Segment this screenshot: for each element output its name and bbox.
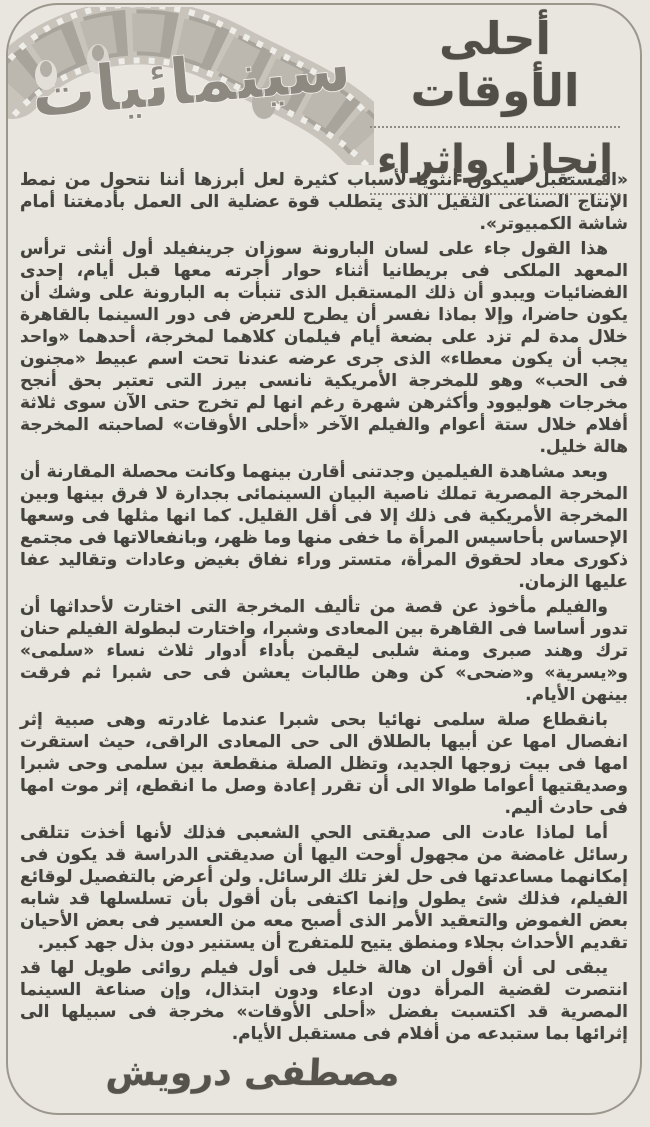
article-paragraph: هذا القول جاء على لسان البارونة سوزان جرينفيلد أول أنثى ترأس المعهد الملكى فى بريطانيا أثناء حوار أجرته معها قبل أيام، إحدى الفضائيات ويبدو أن ذلك المستقبل الذى تنبأت به البارونة على وشك أن يكون حاضرا، وإلا بماذا نفسر أن يطرح للعرض فى دور السينما بالقاهرة خلال مدة لم تزد على بضعة أيام فيلمان كلاهما لمخرجة، أحدهما «واحد يجب أن يكون معطاء» الذى جرى عرضه عندنا تحت اسم عبيط «مجنون فى الحب» وهو للمخرجة الأمريكية نانسى بيرز التى تعتبر بحق أنجح مخرجات هوليوود وأكثرهن شهرة رغم انها لم تخرج حتى الآن سوى ثلاثة أفلام خلال ستة أعوام والفيلم الآخر «أحلى الأوقات» لصاحبته المخرجة هالة خليل. — [20, 239, 628, 457]
article-paragraph: بانقطاع صلة سلمى نهائيا بحى شبرا عندما غادرته وهى صبية إثر انفصال امها عن أبيها بالطلاق الى حى المعادى الراقى، حيث استقرت امها فى بيت زوجها الجديد، وتظل الصلة منقطعة بين سلمى وحى شبرا وصديقتيها أعواما طوالا الى أن تقرر إعادة وصل ما انقطع، إثر موت امها فى حادث أليم. — [20, 710, 628, 818]
article-paragraph: والفيلم مأخوذ عن قصة من تأليف المخرجة التى اختارت لأحداثها أن تدور أساسا فى القاهرة بين المعادى وشبرا، واختارت لبطولة الفيلم حنان ترك وهند صبرى ومنة شلبى ليقمن بأداء أدوار ثلاث نساء «سلمى» و«يسرية» و«ضحى» كن وهن طالبات يعشن فى حى شبرا ثم فرقت بينهن الأيام. — [20, 597, 628, 705]
article-border-frame — [6, 3, 642, 1115]
author-signature: مصطفى درويش — [104, 1053, 401, 1094]
headline-block — [364, 13, 626, 203]
masthead — [20, 9, 628, 183]
headline-line1: أحلى الأوقات — [410, 12, 580, 117]
article-paragraph: يبقى لى أن أقول ان هالة خليل فى أول فيلم روائى طويل لها قد انتصرت لقضية المرأة دون ادعاء ودون ابتذال، وإن صناعة السينما المصرية قد اكتسبت بفضل «أحلى الأوقات» مخرجة فى سبيلها الى إثرائها بما ستبدعه من أفلام فى مستقبل الأيام. — [20, 958, 628, 1044]
article-paragraph: وبعد مشاهدة الفيلمين وجدتنى أقارن بينهما وكانت محصلة المقارنة أن المخرجة المصرية تملك ناصية البيان السينمائى بجدارة لا فرق بينها وبين المخرجة الأمريكية فى ذلك إلا فى أقل القليل. كما انها مثلها فى وسعها الإحساس بأحاسيس المرأة ما خفى منها وما ظهر، وبانفعالاتها فى مجتمع ذكورى معاد لحقوق المرأة، متستر وراء نفاق بغيض وعادات وتقاليد عفا عليها الزمان. — [20, 462, 628, 592]
dotted-divider — [370, 126, 620, 128]
headline-line2: إنجازا وإثراء — [377, 136, 613, 183]
column-title-calligraphy: سينمائيات — [28, 31, 355, 133]
filmstrip-logo — [6, 7, 374, 165]
filmstrip-logo-icon — [6, 7, 374, 165]
article-paragraph: «المستقبل سيكون أنثويا لأسباب كثيرة لعل أبرزها أننا نتحول من نمط الإنتاج الصناعى الثقيل الذى يتطلب قوة عضلية الى العمل بأدمغتنا أمام شاشة الكمبيوتر». — [20, 170, 628, 234]
article-paragraph: أما لماذا عادت الى صديقتى الحي الشعبى فذلك لأنها أخذت تتلقى رسائل غامضة من مجهول أوحت اليها أن صديقتى الدراسة قد يكون فى إمكانهما مساعدتها فى حل لغز تلك الرسائل. ولن أعرض بالتفصيل لوقائع الفيلم، فذلك شئ يطول وإنما اكتفى بأن أقول بأن تسلسلها قد شابه بعض الغموض والتعقيد الأمر الذى أصبح معه من العسير فى بعض الأحيان تقديم الأحداث بجلاء ومنطق يتيح للمتفرج أن يستنير دون بذل جهد كبير. — [20, 823, 628, 953]
dotted-divider — [370, 193, 620, 195]
article-body — [20, 169, 628, 1045]
